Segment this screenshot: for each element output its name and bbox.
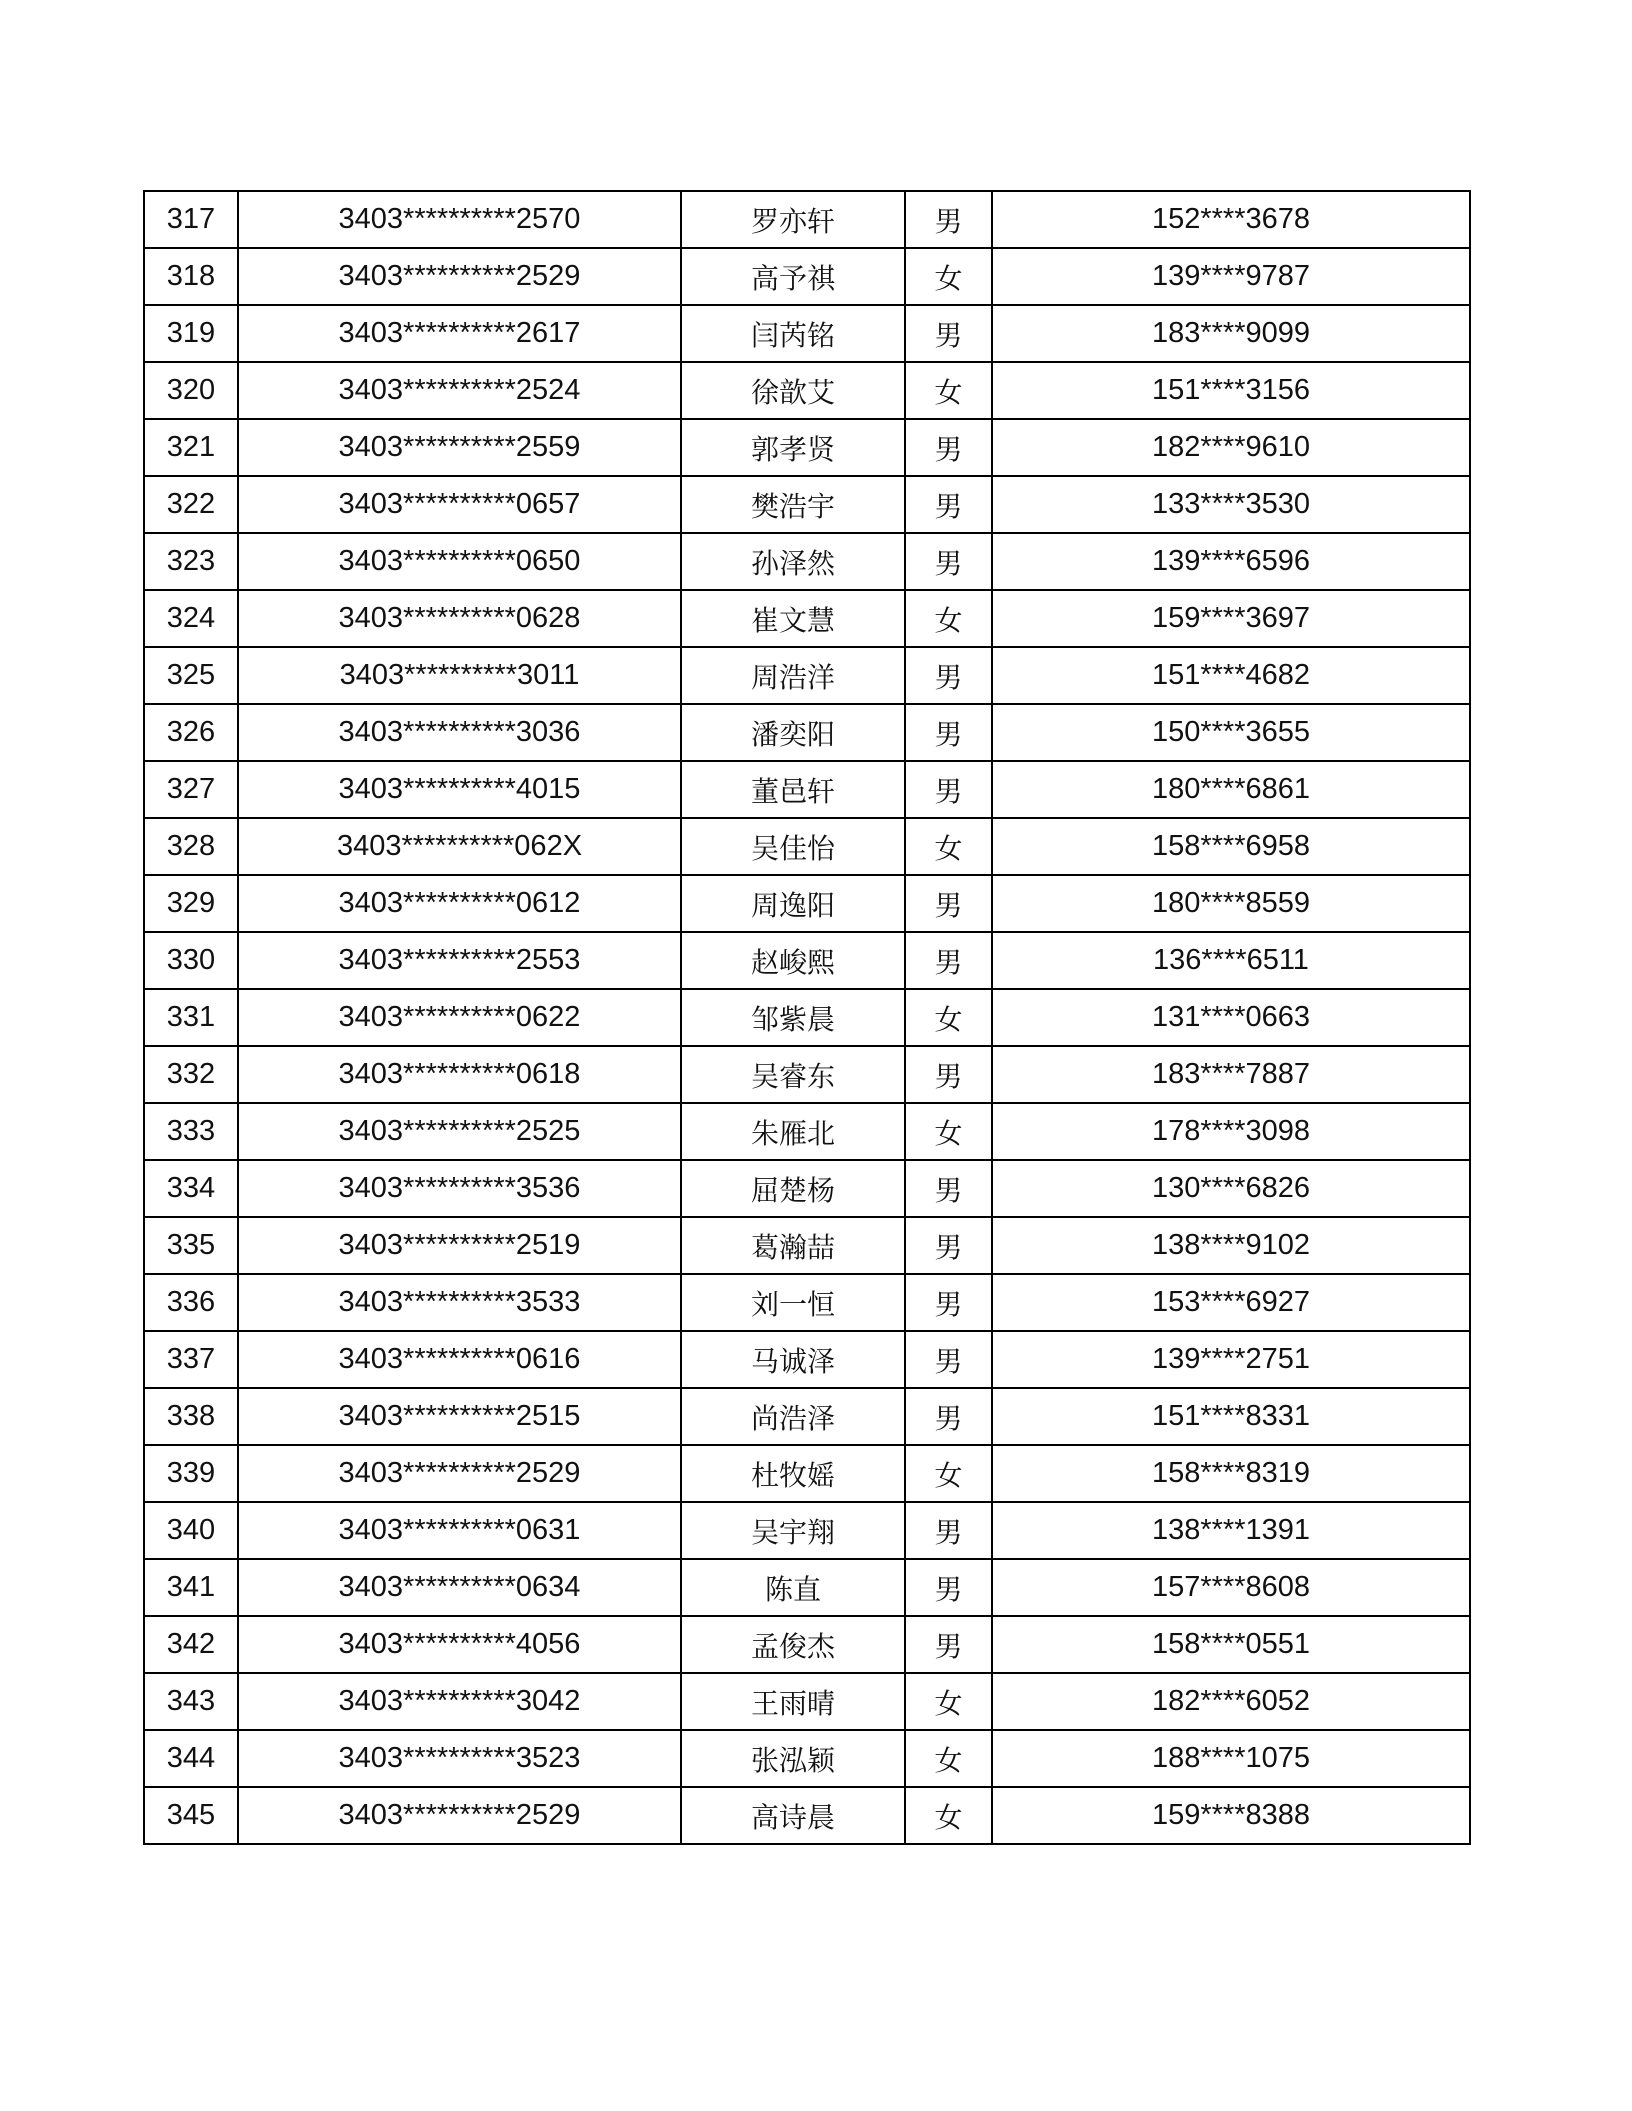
id-number-cell: 3403**********2559 [238, 419, 681, 476]
name-cell: 罗亦轩 [681, 191, 905, 248]
row-number-cell: 330 [144, 932, 238, 989]
id-number-cell: 3403**********3536 [238, 1160, 681, 1217]
phone-cell: 130****6826 [992, 1160, 1470, 1217]
gender-cell: 男 [905, 1388, 992, 1445]
name-cell: 高诗晨 [681, 1787, 905, 1844]
row-number-cell: 344 [144, 1730, 238, 1787]
row-number-cell: 322 [144, 476, 238, 533]
table-row [144, 1445, 1470, 1502]
phone-cell: 138****9102 [992, 1217, 1470, 1274]
phone-cell: 158****8319 [992, 1445, 1470, 1502]
name-cell: 周浩洋 [681, 647, 905, 704]
row-number-cell: 325 [144, 647, 238, 704]
gender-cell: 男 [905, 305, 992, 362]
name-cell: 吴睿东 [681, 1046, 905, 1103]
table-row [144, 1730, 1470, 1787]
id-number-cell: 3403**********2515 [238, 1388, 681, 1445]
id-number-cell: 3403**********2553 [238, 932, 681, 989]
gender-cell: 男 [905, 932, 992, 989]
table-row [144, 1046, 1470, 1103]
gender-cell: 男 [905, 476, 992, 533]
table-row [144, 1502, 1470, 1559]
name-cell: 徐歆艾 [681, 362, 905, 419]
id-number-cell: 3403**********2617 [238, 305, 681, 362]
table-row [144, 1616, 1470, 1673]
id-number-cell: 3403**********0634 [238, 1559, 681, 1616]
table-row [144, 1217, 1470, 1274]
row-number-cell: 343 [144, 1673, 238, 1730]
table-row [144, 1673, 1470, 1730]
phone-cell: 158****6958 [992, 818, 1470, 875]
gender-cell: 男 [905, 191, 992, 248]
table-row [144, 1274, 1470, 1331]
name-cell: 樊浩宇 [681, 476, 905, 533]
gender-cell: 男 [905, 704, 992, 761]
phone-cell: 178****3098 [992, 1103, 1470, 1160]
id-number-cell: 3403**********0628 [238, 590, 681, 647]
row-number-cell: 336 [144, 1274, 238, 1331]
table-row [144, 1388, 1470, 1445]
table-row [144, 305, 1470, 362]
row-number-cell: 326 [144, 704, 238, 761]
name-cell: 郭孝贤 [681, 419, 905, 476]
phone-cell: 153****6927 [992, 1274, 1470, 1331]
row-number-cell: 318 [144, 248, 238, 305]
id-number-cell: 3403**********3011 [238, 647, 681, 704]
phone-cell: 139****6596 [992, 533, 1470, 590]
row-number-cell: 337 [144, 1331, 238, 1388]
phone-cell: 158****0551 [992, 1616, 1470, 1673]
gender-cell: 男 [905, 1217, 992, 1274]
table-row [144, 704, 1470, 761]
gender-cell: 男 [905, 1160, 992, 1217]
row-number-cell: 345 [144, 1787, 238, 1844]
phone-cell: 180****8559 [992, 875, 1470, 932]
gender-cell: 男 [905, 761, 992, 818]
table-row [144, 932, 1470, 989]
name-cell: 孙泽然 [681, 533, 905, 590]
id-number-cell: 3403**********3036 [238, 704, 681, 761]
name-cell: 张泓颖 [681, 1730, 905, 1787]
table-row [144, 875, 1470, 932]
table-row [144, 1103, 1470, 1160]
id-number-cell: 3403**********2529 [238, 248, 681, 305]
row-number-cell: 341 [144, 1559, 238, 1616]
phone-cell: 139****2751 [992, 1331, 1470, 1388]
row-number-cell: 338 [144, 1388, 238, 1445]
name-cell: 王雨晴 [681, 1673, 905, 1730]
phone-cell: 183****9099 [992, 305, 1470, 362]
phone-cell: 133****3530 [992, 476, 1470, 533]
name-cell: 尚浩泽 [681, 1388, 905, 1445]
row-number-cell: 335 [144, 1217, 238, 1274]
gender-cell: 男 [905, 1046, 992, 1103]
id-number-cell: 3403**********3042 [238, 1673, 681, 1730]
id-number-cell: 3403**********4015 [238, 761, 681, 818]
table-row [144, 1331, 1470, 1388]
id-number-cell: 3403**********0618 [238, 1046, 681, 1103]
row-number-cell: 319 [144, 305, 238, 362]
row-number-cell: 324 [144, 590, 238, 647]
id-number-cell: 3403**********062X [238, 818, 681, 875]
gender-cell: 男 [905, 1502, 992, 1559]
gender-cell: 女 [905, 1673, 992, 1730]
name-cell: 屈楚杨 [681, 1160, 905, 1217]
phone-cell: 151****3156 [992, 362, 1470, 419]
id-number-cell: 3403**********2519 [238, 1217, 681, 1274]
phone-cell: 152****3678 [992, 191, 1470, 248]
name-cell: 周逸阳 [681, 875, 905, 932]
roster-table-body [144, 191, 1470, 1844]
row-number-cell: 317 [144, 191, 238, 248]
gender-cell: 男 [905, 875, 992, 932]
name-cell: 葛瀚喆 [681, 1217, 905, 1274]
row-number-cell: 334 [144, 1160, 238, 1217]
table-row [144, 248, 1470, 305]
name-cell: 刘一恒 [681, 1274, 905, 1331]
name-cell: 吴宇翔 [681, 1502, 905, 1559]
id-number-cell: 3403**********2529 [238, 1445, 681, 1502]
row-number-cell: 331 [144, 989, 238, 1046]
gender-cell: 女 [905, 1103, 992, 1160]
name-cell: 朱雁北 [681, 1103, 905, 1160]
name-cell: 高予祺 [681, 248, 905, 305]
phone-cell: 157****8608 [992, 1559, 1470, 1616]
row-number-cell: 342 [144, 1616, 238, 1673]
id-number-cell: 3403**********2570 [238, 191, 681, 248]
row-number-cell: 340 [144, 1502, 238, 1559]
id-number-cell: 3403**********0612 [238, 875, 681, 932]
gender-cell: 男 [905, 1559, 992, 1616]
phone-cell: 131****0663 [992, 989, 1470, 1046]
phone-cell: 151****4682 [992, 647, 1470, 704]
phone-cell: 138****1391 [992, 1502, 1470, 1559]
gender-cell: 女 [905, 248, 992, 305]
name-cell: 杜牧媱 [681, 1445, 905, 1502]
table-row [144, 191, 1470, 248]
name-cell: 赵峻熙 [681, 932, 905, 989]
id-number-cell: 3403**********0650 [238, 533, 681, 590]
id-number-cell: 3403**********4056 [238, 1616, 681, 1673]
gender-cell: 男 [905, 647, 992, 704]
phone-cell: 136****6511 [992, 932, 1470, 989]
row-number-cell: 333 [144, 1103, 238, 1160]
name-cell: 陈直 [681, 1559, 905, 1616]
name-cell: 孟俊杰 [681, 1616, 905, 1673]
name-cell: 崔文慧 [681, 590, 905, 647]
name-cell: 闫芮铭 [681, 305, 905, 362]
name-cell: 邹紫晨 [681, 989, 905, 1046]
row-number-cell: 339 [144, 1445, 238, 1502]
phone-cell: 182****6052 [992, 1673, 1470, 1730]
id-number-cell: 3403**********0616 [238, 1331, 681, 1388]
id-number-cell: 3403**********2529 [238, 1787, 681, 1844]
table-row [144, 818, 1470, 875]
phone-cell: 180****6861 [992, 761, 1470, 818]
row-number-cell: 328 [144, 818, 238, 875]
name-cell: 吴佳怡 [681, 818, 905, 875]
table-row [144, 419, 1470, 476]
phone-cell: 182****9610 [992, 419, 1470, 476]
phone-cell: 151****8331 [992, 1388, 1470, 1445]
id-number-cell: 3403**********0631 [238, 1502, 681, 1559]
id-number-cell: 3403**********0622 [238, 989, 681, 1046]
name-cell: 潘奕阳 [681, 704, 905, 761]
row-number-cell: 332 [144, 1046, 238, 1103]
gender-cell: 女 [905, 818, 992, 875]
table-row [144, 647, 1470, 704]
name-cell: 马诚泽 [681, 1331, 905, 1388]
gender-cell: 男 [905, 1331, 992, 1388]
gender-cell: 女 [905, 1730, 992, 1787]
table-row [144, 362, 1470, 419]
row-number-cell: 329 [144, 875, 238, 932]
phone-cell: 159****8388 [992, 1787, 1470, 1844]
gender-cell: 男 [905, 419, 992, 476]
id-number-cell: 3403**********3533 [238, 1274, 681, 1331]
table-row [144, 533, 1470, 590]
id-number-cell: 3403**********2525 [238, 1103, 681, 1160]
gender-cell: 男 [905, 1274, 992, 1331]
gender-cell: 女 [905, 989, 992, 1046]
id-number-cell: 3403**********3523 [238, 1730, 681, 1787]
id-number-cell: 3403**********0657 [238, 476, 681, 533]
table-row [144, 590, 1470, 647]
roster-table [143, 190, 1471, 1845]
row-number-cell: 323 [144, 533, 238, 590]
gender-cell: 女 [905, 1445, 992, 1502]
table-row [144, 761, 1470, 818]
name-cell: 董邑轩 [681, 761, 905, 818]
gender-cell: 女 [905, 362, 992, 419]
phone-cell: 188****1075 [992, 1730, 1470, 1787]
table-row [144, 1160, 1470, 1217]
gender-cell: 男 [905, 533, 992, 590]
id-number-cell: 3403**********2524 [238, 362, 681, 419]
phone-cell: 183****7887 [992, 1046, 1470, 1103]
row-number-cell: 321 [144, 419, 238, 476]
row-number-cell: 320 [144, 362, 238, 419]
gender-cell: 男 [905, 1616, 992, 1673]
table-row [144, 1787, 1470, 1844]
phone-cell: 159****3697 [992, 590, 1470, 647]
row-number-cell: 327 [144, 761, 238, 818]
phone-cell: 139****9787 [992, 248, 1470, 305]
gender-cell: 女 [905, 590, 992, 647]
table-row [144, 476, 1470, 533]
phone-cell: 150****3655 [992, 704, 1470, 761]
table-row [144, 989, 1470, 1046]
table-row [144, 1559, 1470, 1616]
gender-cell: 女 [905, 1787, 992, 1844]
